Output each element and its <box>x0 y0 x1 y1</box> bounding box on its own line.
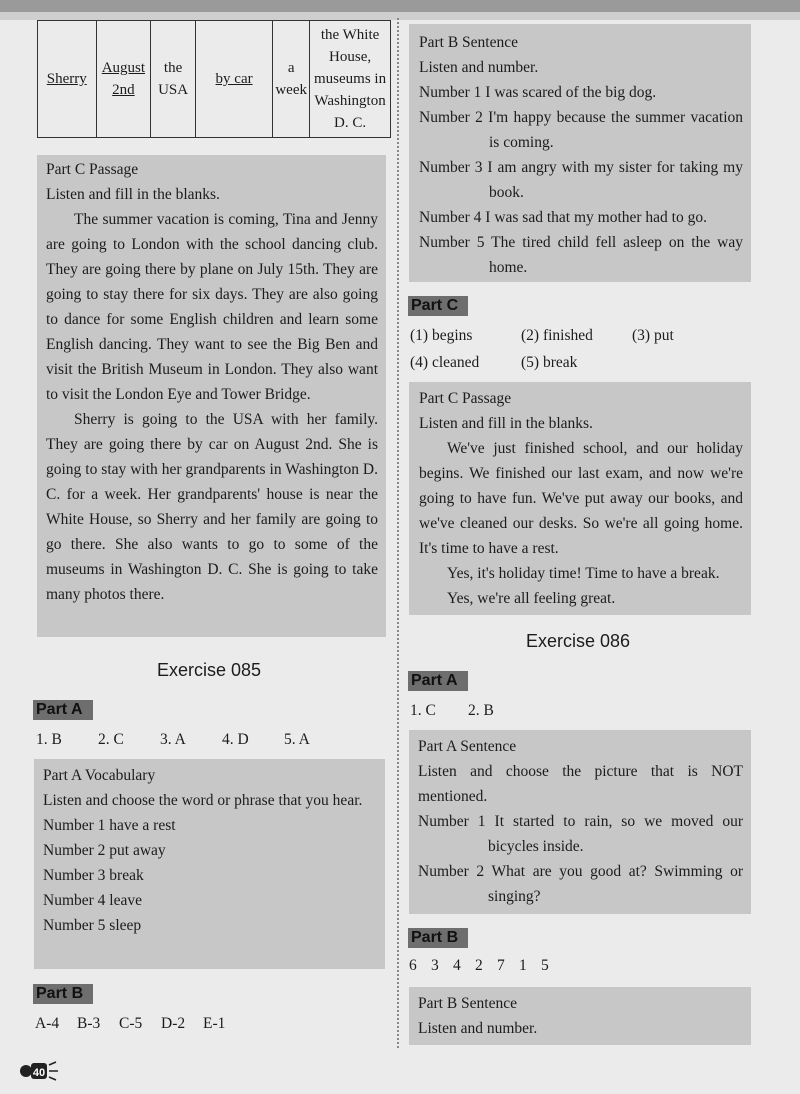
table-row <box>38 21 391 138</box>
answer: B-3 <box>77 1015 101 1032</box>
answer: A-4 <box>35 1015 60 1032</box>
table-cell: a week <box>273 21 310 138</box>
passage-instruction: Listen and fill in the blanks. <box>419 415 593 432</box>
sentence-item: Number 1 It started to rain, so we moved our bicycles inside. <box>418 813 743 855</box>
passage-box-left <box>37 155 386 637</box>
answer: (4) cleaned <box>410 354 480 371</box>
table-cell: by car <box>195 21 272 138</box>
sentence-item: Number 4 I was sad that my mother had to go. <box>419 209 707 226</box>
answer-table <box>37 20 391 138</box>
answer: D-2 <box>161 1015 186 1032</box>
answer: 3. A <box>160 731 186 748</box>
answer: 7 <box>497 957 505 974</box>
table-cell: Sherry <box>38 21 97 138</box>
answer: (5) break <box>521 354 578 371</box>
part-a-answers <box>36 729 324 751</box>
vocab-item: Number 3 break <box>43 867 144 884</box>
answer: C-5 <box>119 1015 143 1032</box>
table-cell: August 2nd <box>96 21 151 138</box>
part-b-answers <box>409 955 555 977</box>
sentence-instruction: Listen and number. <box>419 59 539 76</box>
answer: 2 <box>475 957 483 974</box>
answer: (1) begins <box>410 327 473 344</box>
part-c-label: Part C <box>408 296 468 316</box>
passage-paragraph: Sherry is going to the USA with her family. They are going there by car on August 2nd. She is going to stay with her grandparents in Washington D. C. for a week. Her grandparents' house is near the White House, so Sherry and her family are going to go there. She also wants to go to some of the museums in Washington D. C. She is going to take many photos there. <box>46 411 378 603</box>
part-a-answers <box>410 700 508 722</box>
sentence-instruction: Listen and number. <box>418 1020 538 1037</box>
top-band-shadow <box>0 12 800 20</box>
sentence-box-b2 <box>409 987 751 1045</box>
part-c-answers-row1 <box>410 325 692 347</box>
passage-heading: Part C Passage <box>46 161 139 178</box>
sentence-box-a <box>409 730 751 914</box>
answer: 2. C <box>98 731 124 748</box>
speaker-icon <box>18 1060 60 1082</box>
part-a-label: Part A <box>408 671 468 691</box>
page-number: 40 <box>32 1067 46 1079</box>
vocabulary-box <box>34 759 385 969</box>
answer: 6 <box>409 957 417 974</box>
passage-instruction: Listen and fill in the blanks. <box>46 186 220 203</box>
answer: 1. C <box>410 702 436 719</box>
answer: 1 <box>519 957 527 974</box>
answer: 2. B <box>468 702 494 719</box>
sentence-instruction: Listen and choose the picture that is NOT mentioned. <box>418 763 743 805</box>
vocab-item: Number 1 have a rest <box>43 817 176 834</box>
sentence-item: Number 2 I'm happy because the summer vacation is coming. <box>419 109 743 151</box>
answer: 3 <box>431 957 439 974</box>
sentence-box-b <box>409 24 751 282</box>
answer: 4 <box>453 957 461 974</box>
vocab-item: Number 2 put away <box>43 842 166 859</box>
sentence-item: Number 3 I am angry with my sister for taking my book. <box>419 159 743 201</box>
passage-paragraph: We've just finished school, and our holiday begins. We finished our last exam, and now we're going to have fun. We've put away our books, and we've cleaned our desks. So we're all going home. It's time to have a rest. <box>419 440 743 557</box>
passage-line: Yes, it's holiday time! Time to have a break. <box>447 565 720 582</box>
answer: 1. B <box>36 731 62 748</box>
sentence-item: Number 2 What are you good at? Swimming or singing? <box>418 863 743 905</box>
passage-paragraph: The summer vacation is coming, Tina and Jenny are going to London with the school dancing club. They are going there by plane on July 15th. They are going to stay there for six days. They are also going to dance for some English children and learn some English dancing. They want to see the Big Ben and visit the British Museum in London. They also want to visit the London Eye and Tower Bridge. <box>46 211 378 403</box>
sentence-item: Number 5 The tired child fell asleep on the way home. <box>419 234 743 276</box>
table-cell: the White House, museums in Washington D. C. <box>310 21 391 138</box>
passage-heading: Part C Passage <box>419 390 512 407</box>
exercise-title: Exercise 086 <box>526 631 631 651</box>
part-b-answers <box>35 1013 243 1035</box>
passage-box-right <box>409 382 751 615</box>
answer: 4. D <box>222 731 249 748</box>
part-b-label: Part B <box>33 984 93 1004</box>
sentence-heading: Part B Sentence <box>418 995 518 1012</box>
passage-line: Yes, we're all feeling great. <box>447 590 616 607</box>
answer: (3) put <box>632 327 674 344</box>
part-b-label: Part B <box>408 928 468 948</box>
answer: (2) finished <box>521 327 593 344</box>
part-a-label: Part A <box>33 700 93 720</box>
answer: E-1 <box>203 1015 226 1032</box>
table-cell: the USA <box>151 21 196 138</box>
exercise-title: Exercise 085 <box>157 660 262 680</box>
part-c-answers-row2 <box>410 352 621 374</box>
vocab-heading: Part A Vocabulary <box>43 767 156 784</box>
column-divider <box>397 18 399 1048</box>
sentence-heading: Part A Sentence <box>418 738 517 755</box>
vocab-item: Number 4 leave <box>43 892 142 909</box>
answer: 5. A <box>284 731 310 748</box>
answer: 5 <box>541 957 549 974</box>
sentence-heading: Part B Sentence <box>419 34 519 51</box>
vocab-instruction: Listen and choose the word or phrase that you hear. <box>43 792 363 809</box>
sentence-item: Number 1 I was scared of the big dog. <box>419 84 657 101</box>
vocab-item: Number 5 sleep <box>43 917 142 934</box>
